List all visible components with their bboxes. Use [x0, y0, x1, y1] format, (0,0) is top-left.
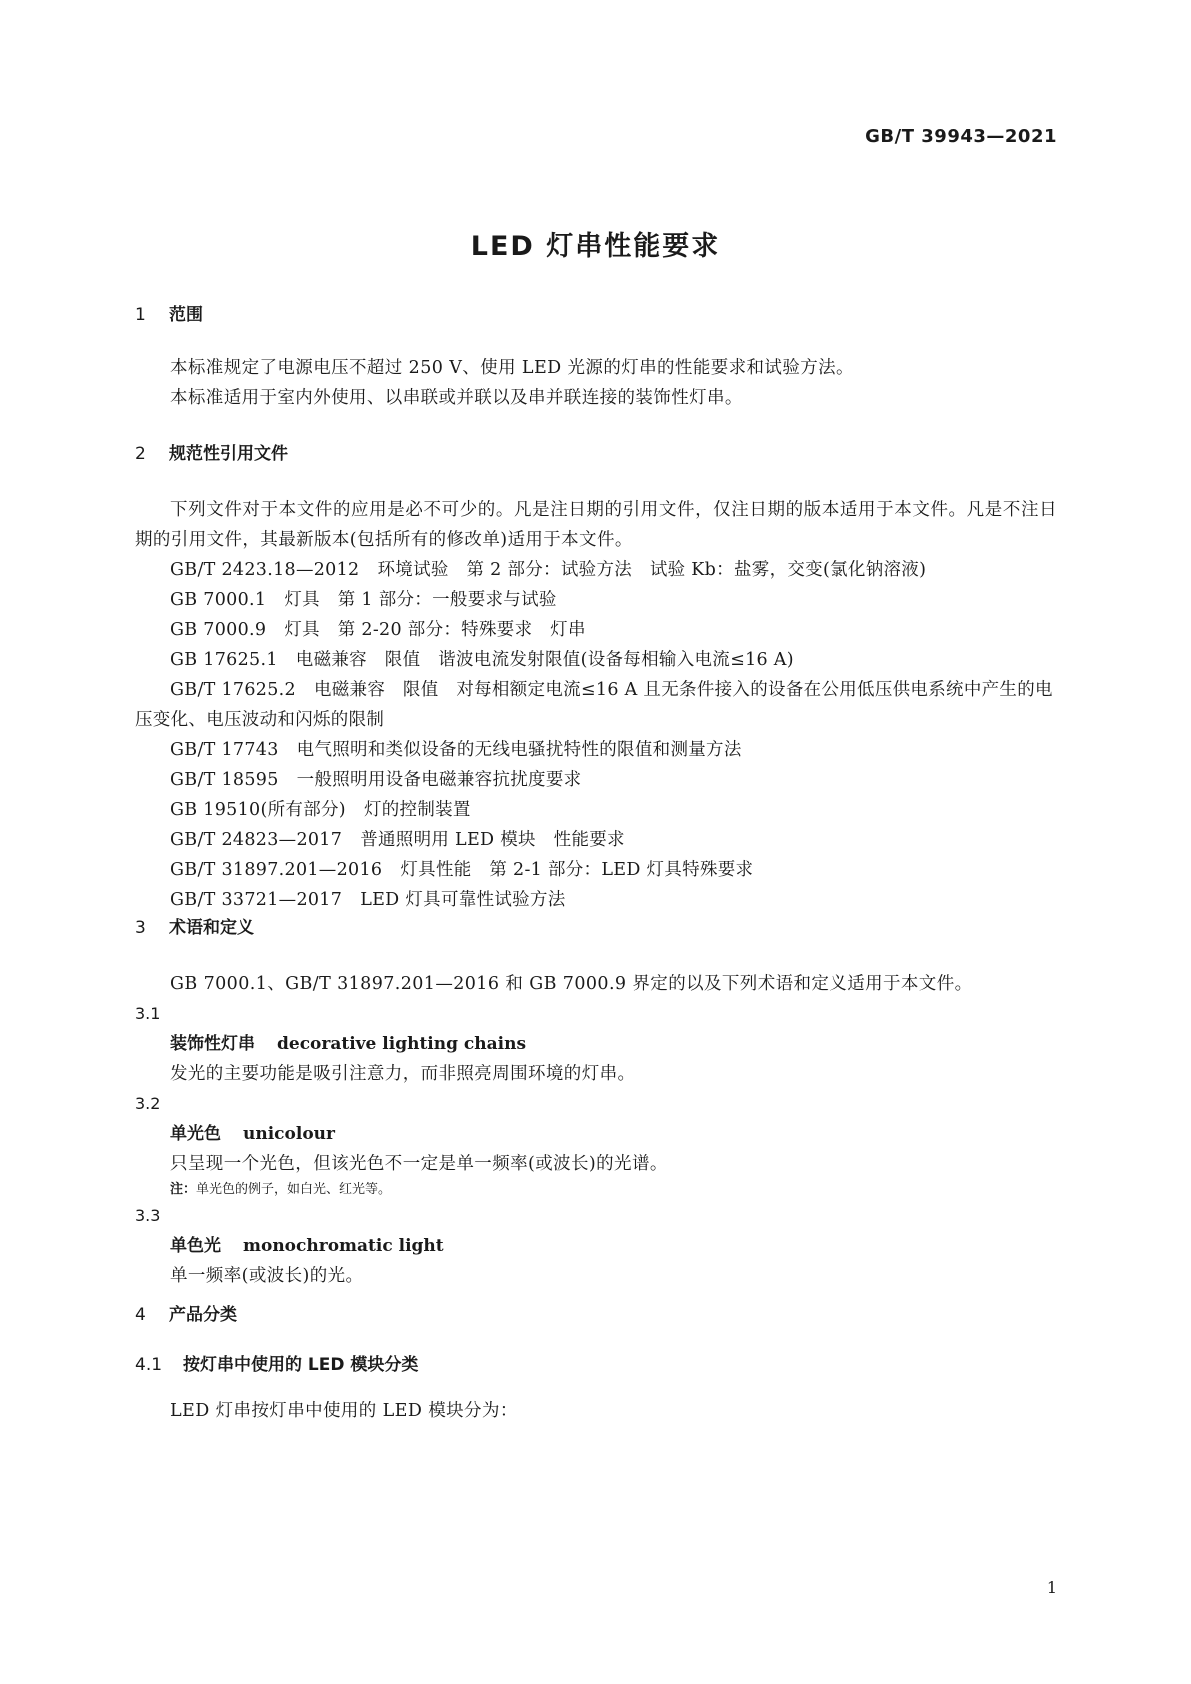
term-name-en: unicolour [243, 1124, 335, 1144]
reference-title: 普通照明用 LED 模块 性能要求 [360, 830, 625, 850]
note-label: 注： [170, 1182, 197, 1197]
paragraph: 本标准规定了电源电压不超过 250 V、使用 LED 光源的灯串的性能要求和试验方法。 [170, 358, 854, 378]
reference-code: GB/T 31897.201—2016 [170, 860, 383, 880]
term-number: 3.2 [135, 1094, 161, 1113]
term-name-en: decorative lighting chains [277, 1034, 527, 1054]
term-name-en: monochromatic light [243, 1236, 444, 1256]
section-heading [135, 300, 1057, 330]
term-definition: 单一频率(或波长)的光。 [170, 1266, 364, 1286]
section-4 [135, 1300, 1057, 1330]
section-title: 产品分类 [169, 1305, 237, 1325]
section-title: 规范性引用文件 [169, 444, 288, 464]
paragraph: 下列文件对于本文件的应用是必不可少的。凡是注日期的引用文件，仅注日期的版本适用于本文件。凡是不注日期的引用文件，其最新版本(包括所有的修改单)适用于本文件。 [135, 500, 1057, 550]
reference-item [135, 885, 1057, 915]
section-4-1-body [135, 1396, 1057, 1426]
reference-title: 灯具 第 2-20 部分：特殊要求 灯串 [284, 620, 586, 640]
section-1 [135, 300, 1057, 330]
reference-title: LED 灯具可靠性试验方法 [360, 890, 566, 910]
reference-code: GB 7000.1 [170, 590, 267, 610]
reference-code: GB/T 24823—2017 [170, 830, 343, 850]
term-name [135, 1029, 1057, 1059]
reference-code: GB 17625.1 [170, 650, 278, 670]
section-heading [135, 913, 1057, 943]
section-2-body [135, 495, 1057, 915]
reference-item [135, 645, 1057, 675]
reference-title: 一般照明用设备电磁兼容抗扰度要求 [296, 770, 582, 790]
reference-item [135, 615, 1057, 645]
reference-code: GB/T 17625.2 [170, 680, 296, 700]
reference-code: GB/T 17743 [170, 740, 279, 760]
note-text: 单光色的例子，如白光、红光等。 [196, 1182, 392, 1197]
paragraph: GB 7000.1、GB/T 31897.201—2016 和 GB 7000.9 界定的以及下列术语和定义适用于本文件。 [170, 974, 973, 994]
section-3-body [135, 969, 1057, 1291]
section-number: 3 [135, 918, 146, 938]
section-number: 1 [135, 305, 146, 325]
section-heading [135, 439, 1057, 469]
reference-item [135, 855, 1057, 885]
reference-item [135, 555, 1057, 585]
section-title: 范围 [169, 305, 203, 325]
reference-code: GB/T 18595 [170, 770, 279, 790]
term-number: 3.1 [135, 1004, 161, 1023]
section-number: 2 [135, 444, 146, 464]
section-1-body [135, 353, 1057, 413]
reference-code: GB 7000.9 [170, 620, 267, 640]
section-3 [135, 913, 1057, 943]
term-definition: 只呈现一个光色，但该光色不一定是单一频率(或波长)的光谱。 [170, 1154, 668, 1174]
term-number: 3.3 [135, 1206, 161, 1225]
paragraph: 本标准适用于室内外使用、以串联或并联以及串并联连接的装饰性灯串。 [170, 388, 743, 408]
reference-title: 灯具 第 1 部分：一般要求与试验 [284, 590, 557, 610]
section-4-1 [135, 1350, 1057, 1380]
reference-item [135, 825, 1057, 855]
reference-item [135, 585, 1057, 615]
subsection-number: 4.1 [135, 1355, 163, 1375]
term-name-zh: 单光色 [170, 1124, 221, 1144]
term-name [135, 1119, 1057, 1149]
term-name [135, 1231, 1057, 1261]
section-title: 术语和定义 [169, 918, 254, 938]
reference-title: 灯的控制装置 [363, 800, 471, 820]
reference-title: 灯具性能 第 2-1 部分：LED 灯具特殊要求 [400, 860, 754, 880]
reference-title: 电气照明和类似设备的无线电骚扰特性的限值和测量方法 [296, 740, 742, 760]
reference-item [135, 765, 1057, 795]
section-number: 4 [135, 1305, 146, 1325]
term-name-zh: 单色光 [170, 1236, 221, 1256]
reference-item [135, 735, 1057, 765]
subsection-title: 按灯串中使用的 LED 模块分类 [183, 1355, 419, 1375]
subsection-heading [135, 1350, 1057, 1380]
standard-number: GB/T 39943—2021 [865, 126, 1057, 147]
reference-title: 环境试验 第 2 部分：试验方法 试验 Kb：盐雾，交变(氯化钠溶液) [377, 560, 927, 580]
section-2 [135, 439, 1057, 469]
reference-code: GB/T 33721—2017 [170, 890, 343, 910]
term-name-zh: 装饰性灯串 [170, 1034, 255, 1054]
reference-code: GB 19510(所有部分) [170, 800, 346, 820]
term-note [135, 1179, 1057, 1201]
reference-code: GB/T 2423.18—2012 [170, 560, 360, 580]
reference-item [135, 675, 1057, 735]
document-title: LED 灯串性能要求 [470, 231, 721, 262]
page-number: 1 [1046, 1578, 1057, 1597]
reference-title: 电磁兼容 限值 对每相额定电流≤16 A 且无条件接入的设备在公用低压供电系统中产生的电压变化、电压波动和闪烁的限制 [135, 680, 1053, 730]
paragraph: LED 灯串按灯串中使用的 LED 模块分为： [170, 1401, 518, 1421]
reference-item [135, 795, 1057, 825]
term-definition: 发光的主要功能是吸引注意力，而非照亮周围环境的灯串。 [170, 1064, 636, 1084]
section-heading [135, 1300, 1057, 1330]
reference-title: 电磁兼容 限值 谐波电流发射限值(设备每相输入电流≤16 A) [295, 650, 794, 670]
